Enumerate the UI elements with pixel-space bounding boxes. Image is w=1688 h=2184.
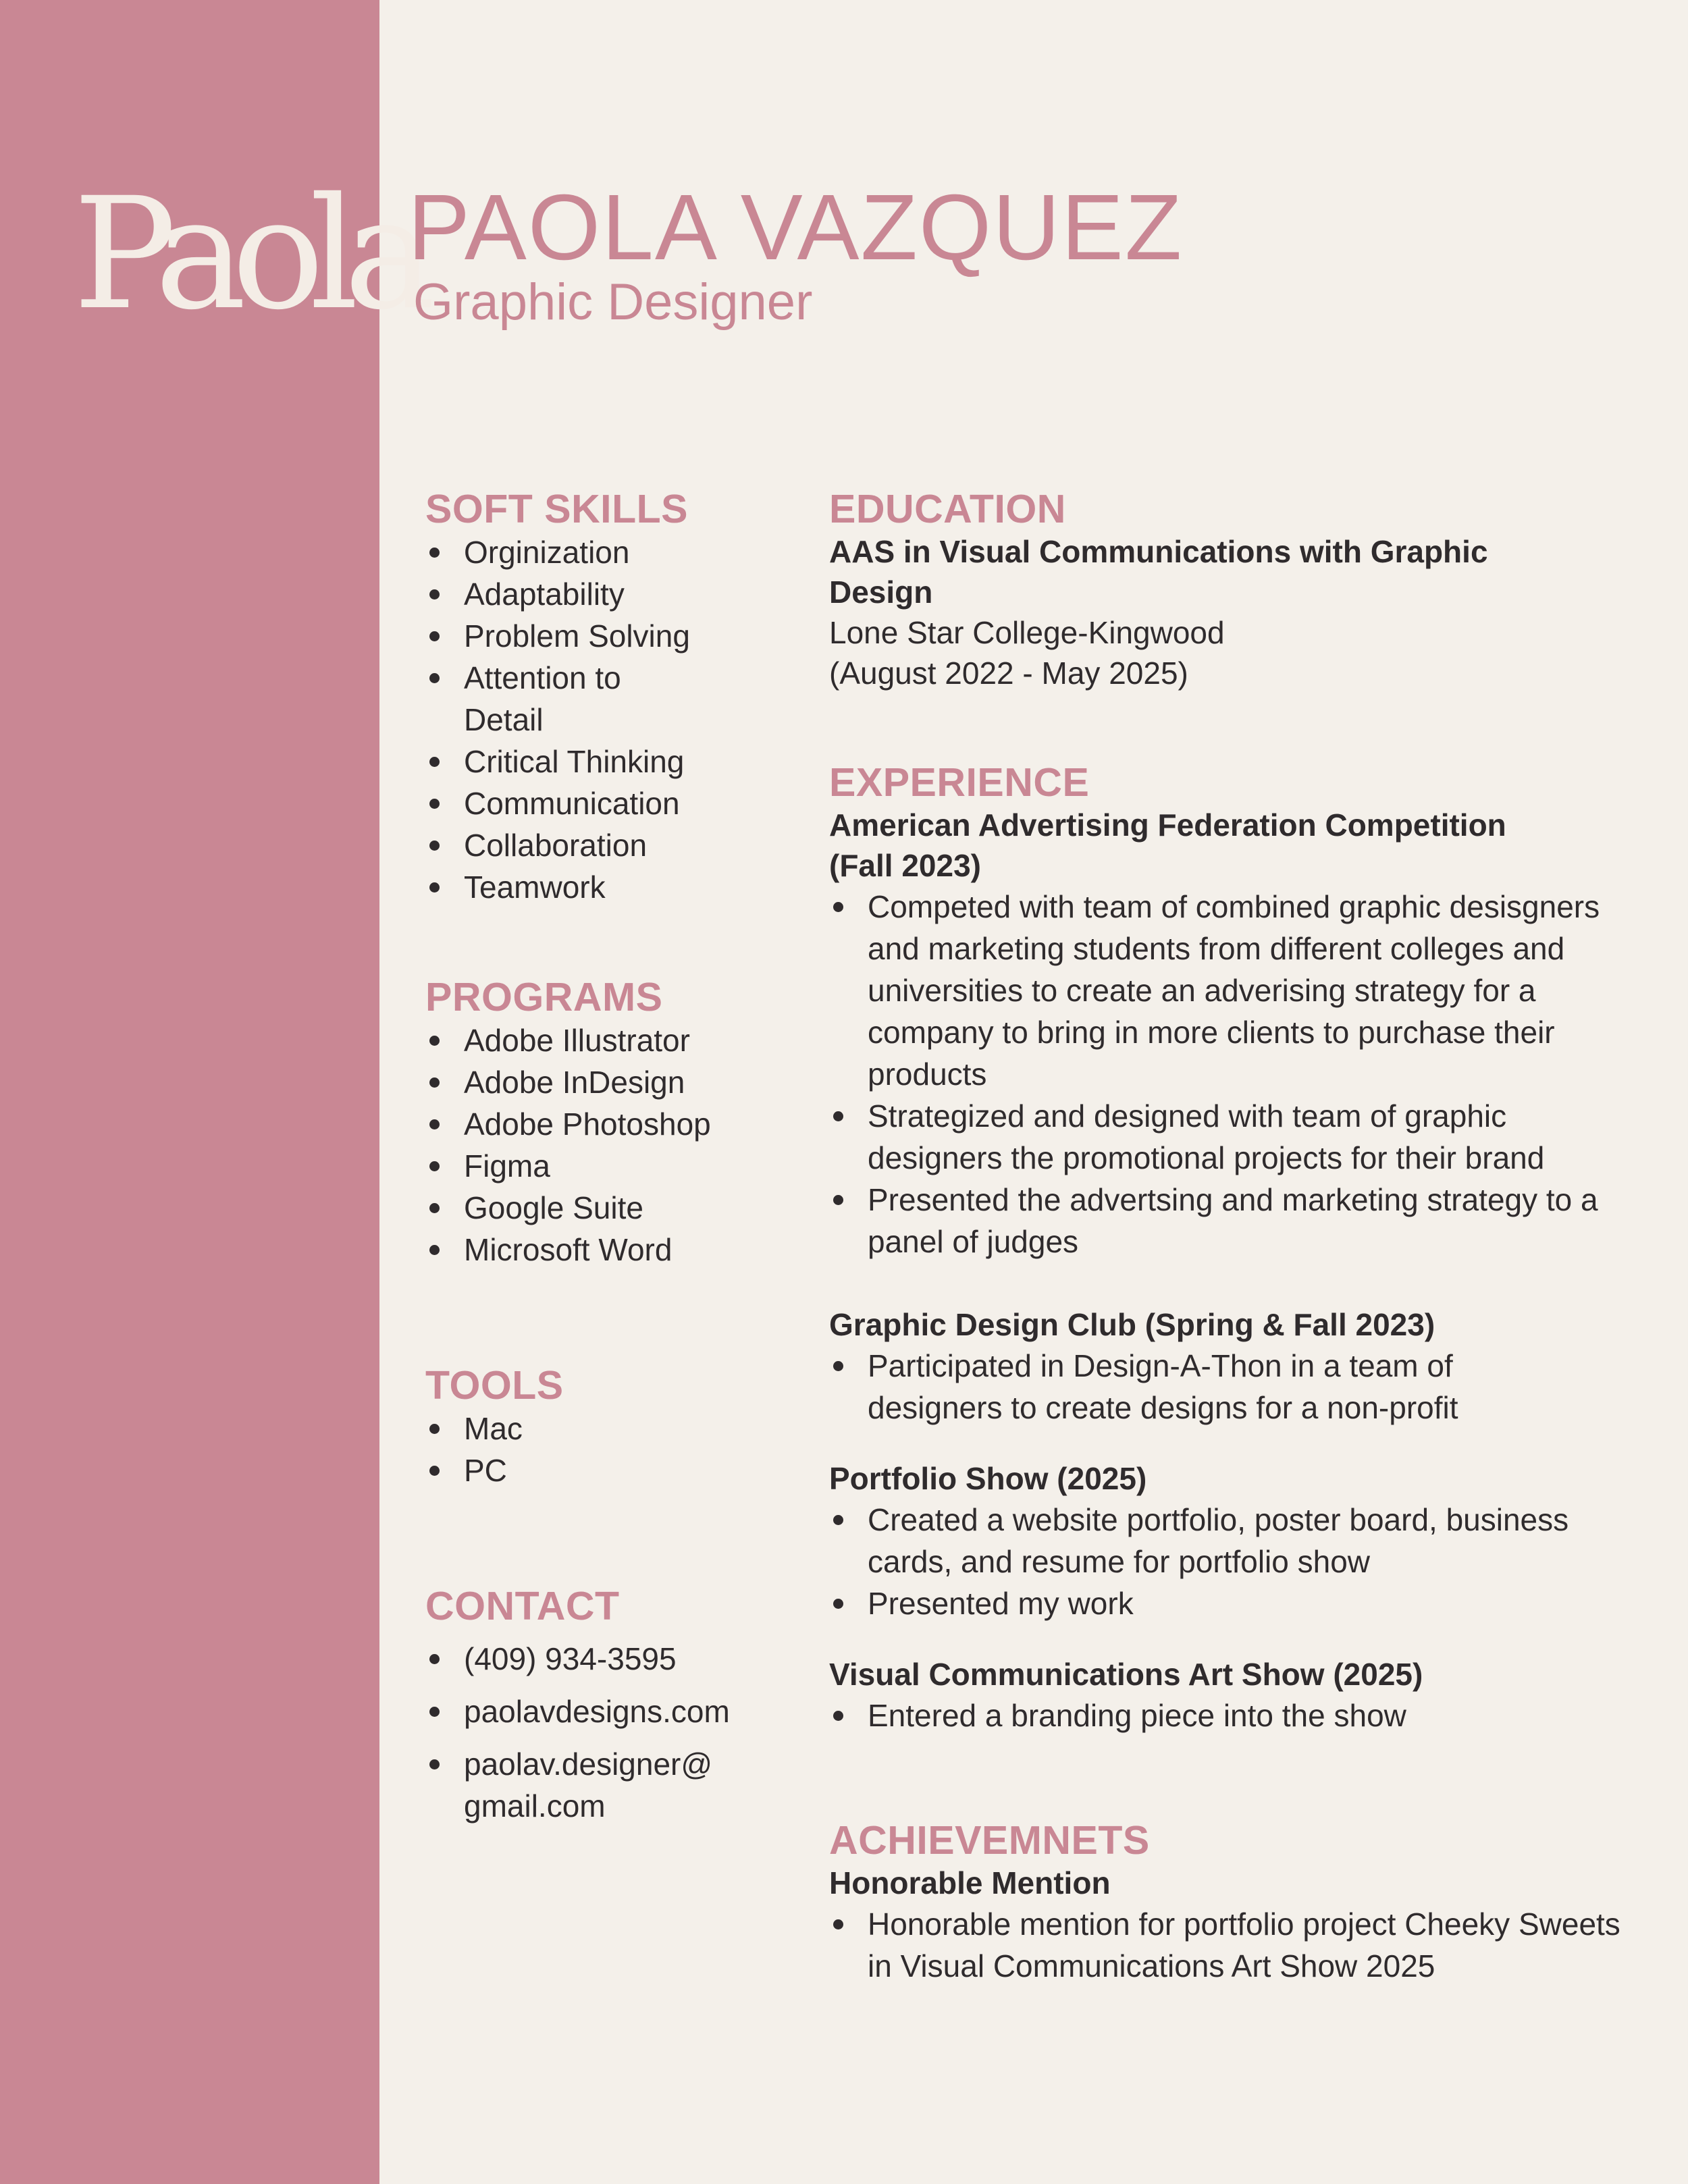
left-column bbox=[425, 487, 776, 1838]
contact-email-link[interactable]: paolav.designer@ gmail.com bbox=[425, 1743, 747, 1827]
list-item: Figma bbox=[425, 1145, 776, 1187]
list-item: Problem Solving bbox=[425, 615, 776, 657]
achievement-bullets bbox=[829, 1903, 1633, 1987]
education-school: Lone Star College-Kingwood bbox=[829, 614, 1225, 650]
list-item: Collaboration bbox=[425, 824, 776, 866]
list-item: Strategized and designed with team of graphic designers the promotional projects for their brand bbox=[829, 1095, 1633, 1179]
list-item: Presented the advertsing and marketing strategy to a panel of judges bbox=[829, 1179, 1633, 1262]
list-item: Competed with team of combined graphic desisgners and marketing students from different colleges and universities to create an adverising strategy for a company to bring in more clients to purchase their products bbox=[829, 886, 1633, 1095]
list-item: Created a website portfolio, poster board, business cards, and resume for portfolio show bbox=[829, 1499, 1633, 1582]
education-dates: (August 2022 - May 2025) bbox=[829, 655, 1188, 691]
list-item: Mac bbox=[425, 1408, 776, 1449]
list-item: Honorable mention for portfolio project Cheeky Sweets in Visual Communications Art Show 2025 bbox=[829, 1903, 1633, 1987]
list-item: Google Suite bbox=[425, 1187, 776, 1229]
list-item: Adaptability bbox=[425, 573, 776, 615]
programs-list bbox=[425, 1019, 776, 1271]
logo-wordmark: Paola bbox=[73, 164, 421, 344]
list-item: Attention to Detail bbox=[425, 657, 653, 741]
contact-list bbox=[425, 1638, 776, 1827]
page-title: PAOLA VAZQUEZ bbox=[408, 176, 1184, 279]
tools-list bbox=[425, 1408, 776, 1491]
job-title: Graphic Designer bbox=[413, 273, 813, 331]
list-item: Critical Thinking bbox=[425, 741, 776, 782]
experience-heading: EXPERIENCE bbox=[829, 760, 1090, 805]
list-item: Adobe InDesign bbox=[425, 1061, 776, 1103]
experience-entry-title: Graphic Design Club (Spring & Fall 2023) bbox=[829, 1306, 1435, 1342]
experience-entry-bullets bbox=[829, 1345, 1633, 1429]
list-item: Orginization bbox=[425, 531, 776, 573]
list-item: Entered a branding piece into the show bbox=[829, 1695, 1633, 1736]
list-item: Adobe Illustrator bbox=[425, 1019, 776, 1061]
experience-entry-bullets bbox=[829, 1695, 1633, 1736]
soft-skills-heading: SOFT SKILLS bbox=[425, 487, 688, 531]
experience-entry-bullets bbox=[829, 1499, 1633, 1624]
experience-entry-bullets bbox=[829, 886, 1633, 1262]
list-item: PC bbox=[425, 1449, 776, 1491]
experience-entry-title: American Advertising Federation Competition (Fall 2023) bbox=[829, 807, 1506, 883]
list-item: Teamwork bbox=[425, 866, 776, 908]
achievements-heading: ACHIEVEMNETS bbox=[829, 1817, 1150, 1863]
education-degree: AAS in Visual Communications with Graphic Design bbox=[829, 533, 1488, 610]
right-column bbox=[829, 487, 1633, 1987]
list-item: Presented my work bbox=[829, 1582, 1633, 1624]
list-item: Communication bbox=[425, 782, 776, 824]
education-heading: EDUCATION bbox=[829, 487, 1066, 531]
list-item: Participated in Design-A-Thon in a team of designers to create designs for a non-profit bbox=[829, 1345, 1543, 1429]
experience-entry-title: Portfolio Show (2025) bbox=[829, 1460, 1147, 1496]
list-item: Microsoft Word bbox=[425, 1229, 776, 1271]
list-item: Adobe Photoshop bbox=[425, 1103, 776, 1145]
experience-entry-title: Visual Communications Art Show (2025) bbox=[829, 1656, 1423, 1692]
contact-phone[interactable]: (409) 934-3595 bbox=[425, 1638, 776, 1680]
contact-website-link[interactable]: paolavdesigns.com bbox=[425, 1690, 776, 1732]
tools-heading: TOOLS bbox=[425, 1362, 564, 1408]
soft-skills-list bbox=[425, 531, 776, 908]
programs-heading: PROGRAMS bbox=[425, 974, 663, 1019]
achievement-title: Honorable Mention bbox=[829, 1865, 1111, 1900]
contact-heading: CONTACT bbox=[425, 1583, 620, 1628]
